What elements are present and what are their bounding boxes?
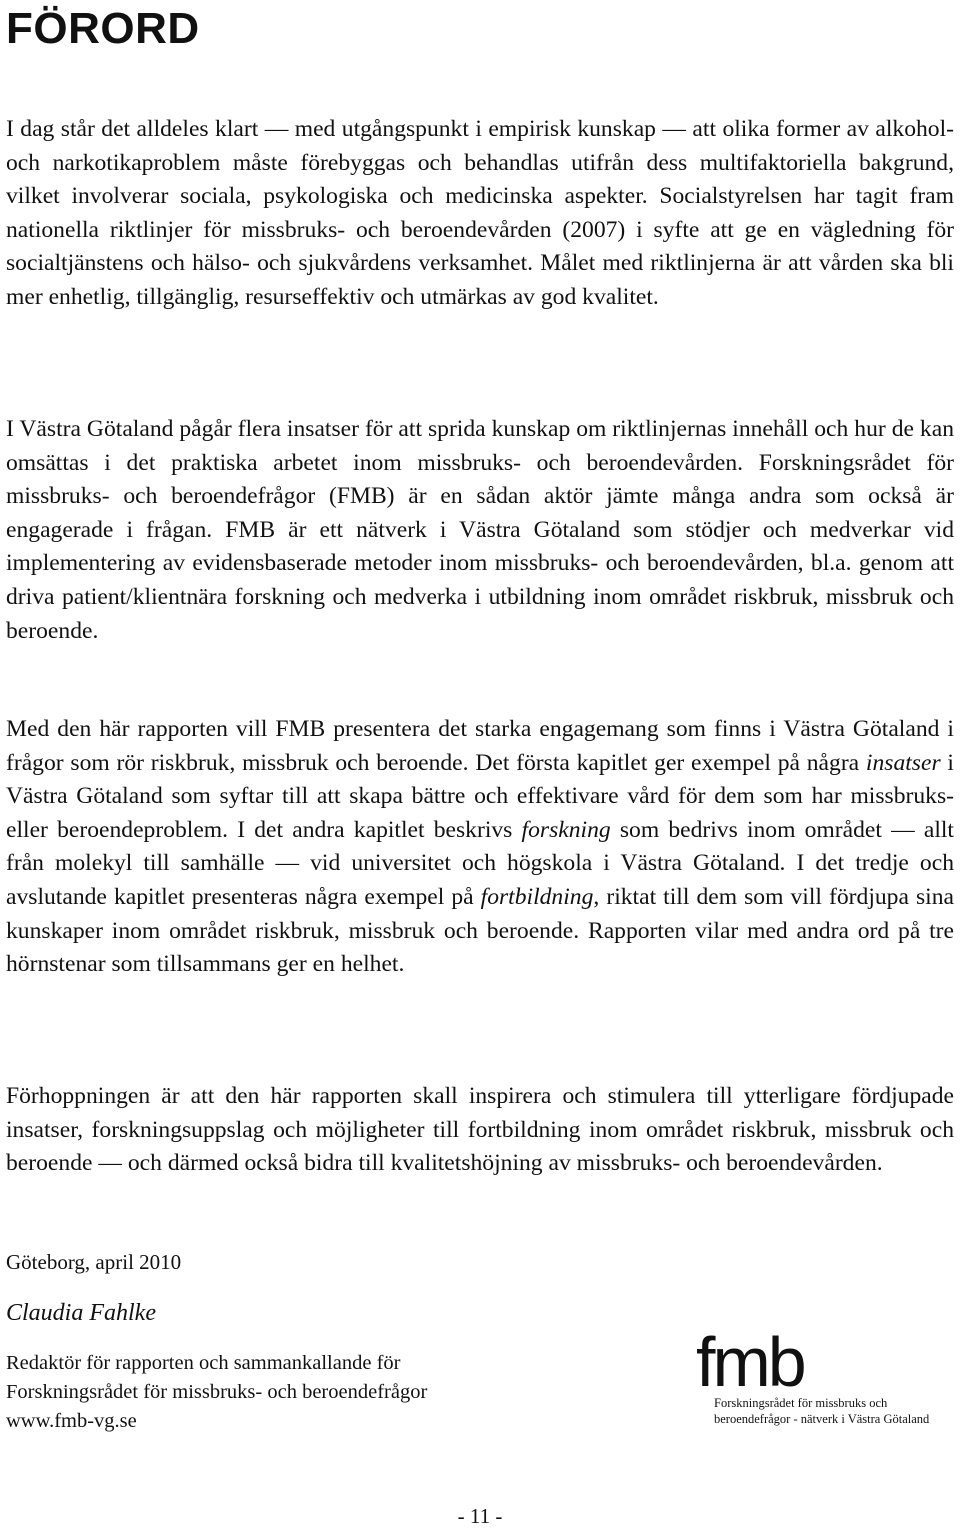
paragraph-3-text-1: Med den här rapporten vill FMB presentera det starka engagemang som finns i Västra Götaland i frågor som rör riskbruk, missbruk och beroende. Det första kapitlet ger exempel på några — [6, 716, 954, 776]
logo-tagline-1: Forskningsrådet för missbruks och — [714, 1396, 888, 1410]
paragraph-2: I Västra Götaland pågår flera insatser för att sprida kunskap om riktlinjernas innehåll och hur de kan omsättas i det praktiska arbetet inom missbruks- och beroendevården. Forskningsrådet för missbruks- och beroendefrågor (FMB) är en sådan aktör jämte många andra som också är engagerade i frågan. FMB är ett nätverk i Västra Götaland som stödjer och medverkar vid implementering av evidensbaserade metoder inom missbruks- och beroendevården, bl.a. genom att driva patient/klientnära forskning och medverka i utbildning inom området riskbruk, missbruk och beroende. — [6, 416, 954, 644]
paragraph-3-text-4: , riktat till dem som vill fördjupa sina kunskaper inom området riskbruk, missbruk och beroende. Rapporten vilar med andra ord på tre hörnstenar som tillsammans ger en helhet. — [6, 883, 954, 978]
fmb-logo — [694, 1323, 956, 1434]
place-date: Göteborg, april 2010 — [6, 1250, 182, 1274]
emphasis-fortbildning: fortbildning — [480, 883, 594, 910]
paragraph-3-text-3: som bedrivs inom området — allt från molekyl till samhälle — vid universitet och högskola i Västra Götaland. I det tredje och avslutande kapitlet presenteras några exempel på — [6, 816, 954, 910]
emphasis-forskning: forskning — [521, 816, 611, 843]
page-number: - 11 - — [457, 1504, 503, 1528]
signer-role-line-2: Forskningsrådet för missbruks- och beroendefrågor — [6, 1381, 428, 1403]
website-link[interactable]: www.fmb-vg.se — [6, 1410, 137, 1432]
logo-mark: fmb — [696, 1323, 804, 1401]
paragraph-1: I dag står det alldeles klart — med utgångspunkt i empirisk kunskap — att olika former av alkohol- och narkotikaproblem måste förebyggas och behandlas utifrån dess multifaktoriella bakgrund, vilket involverar sociala, psykologiska och medicinska aspekter. Socialstyrelsen har tagit fram nationella riktlinjer för missbruks- och beroendevården (2007) i syfte att ge en vägledning för socialtjänstens och hälso- och sjukvårdens verksamhet. Målet med riktlinjerna är att vården ska bli mer enhetlig, tillgänglig, resurseffektiv och utmärkas av god kvalitet. — [6, 116, 954, 310]
emphasis-insatser: insatser — [865, 749, 941, 776]
signature: Claudia Fahlke — [6, 1300, 156, 1326]
logo-tagline-2: beroendefrågor - nätverk i Västra Götaland — [714, 1412, 930, 1426]
paragraph-3-text-2: i Västra Götaland som syftar till att skapa bättre och effektivare vård för dem som har missbruks- eller beroendeproblem. I det andra kapitlet beskrivs — [6, 749, 954, 843]
signer-role-line-1: Redaktör för rapporten och sammankallande för — [6, 1352, 401, 1374]
signer-info — [6, 1349, 427, 1436]
paragraph-3 — [6, 713, 954, 982]
paragraph-4: Förhoppningen är att den här rapporten skall inspirera och stimulera till ytterligare fördjupade insatser, forskningsuppslag och möjligheter till fortbildning inom området riskbruk, missbruk och beroende — och därmed också bidra till kvalitetshöjning av missbruks- och beroendevården. — [6, 1083, 954, 1177]
page-title: FÖRORD — [6, 4, 200, 53]
